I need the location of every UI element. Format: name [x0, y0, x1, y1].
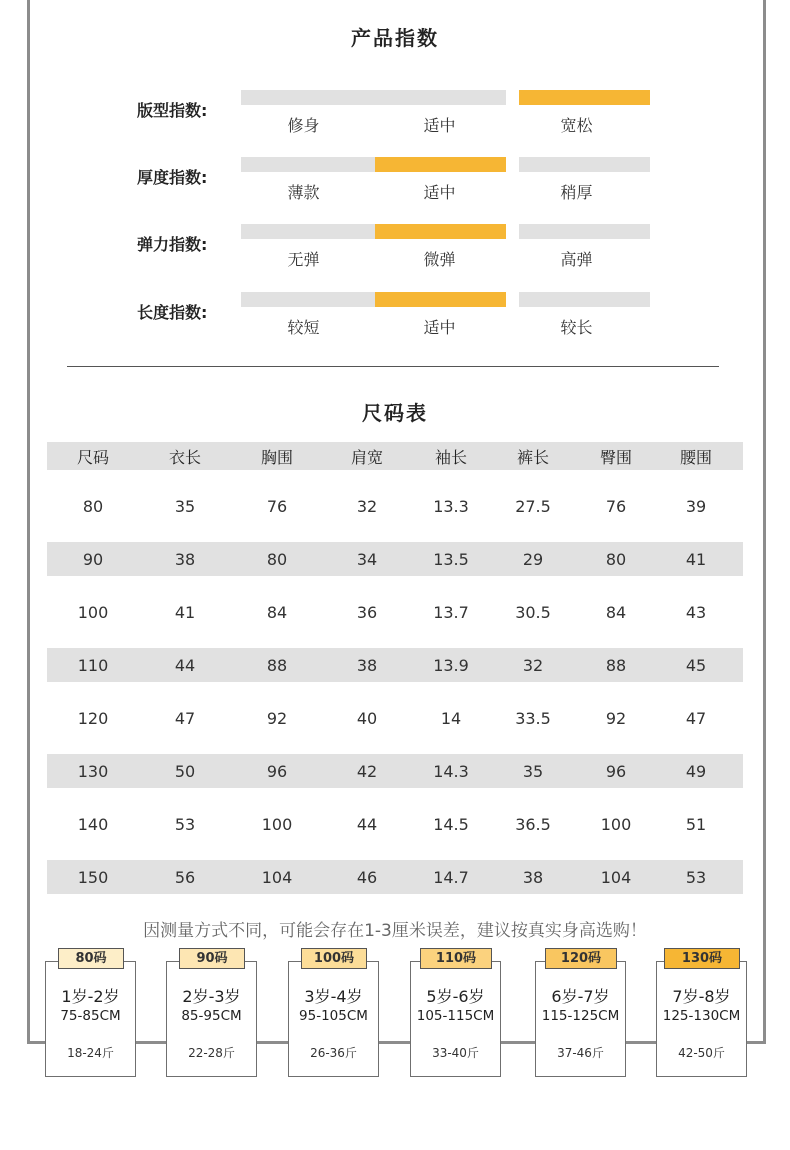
table-cell: 38 — [174, 549, 196, 569]
table-header-row — [47, 442, 743, 470]
table-row — [47, 788, 743, 860]
size-card-tag: 120码 — [545, 948, 617, 969]
table-cell: 36 — [356, 602, 378, 622]
table-cell: 38 — [356, 655, 378, 675]
size-card-tag: 80码 — [58, 948, 124, 969]
size-card-age: 7岁-8岁 — [672, 987, 731, 1006]
table-cell: 51 — [685, 814, 707, 834]
size-table — [47, 442, 743, 894]
table-cell: 27.5 — [515, 496, 551, 516]
index-bar-segment — [519, 292, 650, 307]
index-option-label: 修身 — [287, 116, 320, 135]
table-cell: 150 — [77, 867, 109, 887]
table-cell: 35 — [174, 496, 196, 516]
table-row — [47, 542, 743, 576]
size-card-tag: 100码 — [301, 948, 367, 969]
table-cell: 14 — [440, 708, 462, 728]
index-bar-segment-selected — [375, 157, 506, 172]
table-cell: 80 — [82, 496, 104, 516]
index-label: 长度指数: — [137, 303, 208, 322]
table-cell: 120 — [77, 708, 109, 728]
table-cell: 13.3 — [433, 496, 469, 516]
table-cell: 38 — [522, 867, 544, 887]
size-card-age: 1岁-2岁 — [61, 987, 120, 1006]
table-cell: 130 — [77, 761, 109, 781]
product-index-title: 产品指数 — [351, 26, 439, 50]
size-card — [45, 961, 136, 1077]
index-bar-segment — [519, 224, 650, 239]
index-option-label: 较短 — [287, 318, 320, 337]
table-row — [47, 860, 743, 894]
table-cell: 29 — [522, 549, 544, 569]
index-bar-segment-selected — [375, 224, 506, 239]
table-cell: 39 — [685, 496, 707, 516]
table-cell: 100 — [77, 602, 109, 622]
size-card-age: 3岁-4岁 — [304, 987, 363, 1006]
table-cell: 53 — [685, 867, 707, 887]
table-cell: 41 — [174, 602, 196, 622]
table-cell: 44 — [356, 814, 378, 834]
table-cell: 88 — [605, 655, 627, 675]
size-card-weight: 33-40斤 — [432, 1046, 479, 1060]
table-cell: 110 — [77, 655, 109, 675]
table-cell: 92 — [605, 708, 627, 728]
index-option-label: 薄款 — [287, 183, 320, 202]
size-card-tag: 130码 — [664, 948, 740, 969]
size-card-tag: 110码 — [420, 948, 492, 969]
table-row — [47, 470, 743, 542]
table-cell: 45 — [685, 655, 707, 675]
table-cell: 88 — [266, 655, 288, 675]
size-card — [535, 961, 626, 1077]
index-bar-segment-selected — [519, 90, 650, 105]
size-card — [288, 961, 379, 1077]
table-row — [47, 648, 743, 682]
table-cell: 56 — [174, 867, 196, 887]
index-bar-segment-selected — [375, 292, 506, 307]
section-divider — [67, 366, 719, 367]
table-row — [47, 576, 743, 648]
table-cell: 46 — [356, 867, 378, 887]
table-cell: 76 — [266, 496, 288, 516]
table-cell: 96 — [266, 761, 288, 781]
table-header-cell: 胸围 — [260, 447, 293, 467]
table-cell: 100 — [261, 814, 293, 834]
table-cell: 13.5 — [433, 549, 469, 569]
size-card-height: 75-85CM — [60, 1008, 121, 1024]
table-header-cell: 腰围 — [679, 447, 712, 467]
measurement-note: 因测量方式不同，可能会存在1-3厘米误差，建议按真实身高选购！ — [143, 921, 647, 941]
table-cell: 50 — [174, 761, 196, 781]
size-card-height: 105-115CM — [416, 1008, 495, 1024]
table-header-cell: 袖长 — [434, 447, 467, 467]
table-cell: 14.7 — [433, 867, 469, 887]
index-option-label: 微弹 — [423, 250, 456, 269]
size-card-height: 125-130CM — [662, 1008, 741, 1024]
size-card — [656, 961, 747, 1077]
table-cell: 80 — [605, 549, 627, 569]
table-cell: 76 — [605, 496, 627, 516]
index-label: 版型指数: — [137, 101, 208, 120]
size-card — [166, 961, 257, 1077]
table-cell: 14.3 — [433, 761, 469, 781]
index-bar-segment — [241, 292, 375, 307]
index-option-label: 稍厚 — [560, 183, 593, 202]
index-bar-segment — [519, 157, 650, 172]
table-cell: 33.5 — [515, 708, 551, 728]
table-cell: 42 — [356, 761, 378, 781]
table-cell: 35 — [522, 761, 544, 781]
size-card-weight: 18-24斤 — [67, 1046, 114, 1060]
size-card-height: 115-125CM — [541, 1008, 620, 1024]
size-table-title: 尺码表 — [362, 401, 428, 425]
table-header-cell: 尺码 — [76, 447, 109, 467]
table-cell: 92 — [266, 708, 288, 728]
table-cell: 49 — [685, 761, 707, 781]
size-card — [410, 961, 501, 1077]
index-row — [0, 90, 790, 140]
size-card-height: 95-105CM — [299, 1008, 368, 1024]
table-header-cell: 肩宽 — [350, 447, 383, 467]
table-header-cell: 裤长 — [516, 447, 549, 467]
index-row — [0, 224, 790, 274]
table-header-cell: 衣长 — [168, 447, 201, 467]
table-cell: 104 — [261, 867, 293, 887]
size-card-weight: 37-46斤 — [557, 1046, 604, 1060]
table-cell: 47 — [174, 708, 196, 728]
table-cell: 47 — [685, 708, 707, 728]
index-label: 弹力指数: — [137, 235, 208, 254]
index-bar-segment — [375, 90, 506, 105]
table-cell: 44 — [174, 655, 196, 675]
table-cell: 104 — [600, 867, 632, 887]
table-row — [47, 682, 743, 754]
size-card-age: 6岁-7岁 — [551, 987, 610, 1006]
table-header-cell: 臀围 — [599, 447, 632, 467]
table-cell: 53 — [174, 814, 196, 834]
index-option-label: 宽松 — [560, 116, 593, 135]
table-cell: 80 — [266, 549, 288, 569]
table-cell: 14.5 — [433, 814, 469, 834]
size-card-weight: 22-28斤 — [188, 1046, 235, 1060]
size-card-tag: 90码 — [179, 948, 245, 969]
index-bar-segment — [241, 157, 375, 172]
index-option-label: 高弹 — [560, 250, 593, 269]
table-cell: 43 — [685, 602, 707, 622]
index-row — [0, 157, 790, 207]
table-cell: 96 — [605, 761, 627, 781]
index-option-label: 适中 — [423, 318, 456, 337]
index-label: 厚度指数: — [137, 168, 208, 187]
table-cell: 90 — [82, 549, 104, 569]
size-card-weight: 26-36斤 — [310, 1046, 357, 1060]
index-bar-segment — [241, 224, 375, 239]
table-cell: 140 — [77, 814, 109, 834]
index-bar-segment — [241, 90, 375, 105]
table-row — [47, 754, 743, 788]
size-card-age: 2岁-3岁 — [182, 987, 241, 1006]
table-cell: 84 — [266, 602, 288, 622]
index-option-label: 较长 — [560, 318, 593, 337]
index-option-label: 无弹 — [287, 250, 320, 269]
table-cell: 34 — [356, 549, 378, 569]
index-row — [0, 292, 790, 342]
index-option-label: 适中 — [423, 183, 456, 202]
table-cell: 13.7 — [433, 602, 469, 622]
table-cell: 40 — [356, 708, 378, 728]
table-cell: 13.9 — [433, 655, 469, 675]
table-cell: 36.5 — [515, 814, 551, 834]
size-card-age: 5岁-6岁 — [426, 987, 485, 1006]
table-cell: 32 — [356, 496, 378, 516]
table-cell: 100 — [600, 814, 632, 834]
size-card-height: 85-95CM — [181, 1008, 242, 1024]
size-card-weight: 42-50斤 — [678, 1046, 725, 1060]
table-cell: 32 — [522, 655, 544, 675]
table-cell: 41 — [685, 549, 707, 569]
index-option-label: 适中 — [423, 116, 456, 135]
table-cell: 30.5 — [515, 602, 551, 622]
table-cell: 84 — [605, 602, 627, 622]
